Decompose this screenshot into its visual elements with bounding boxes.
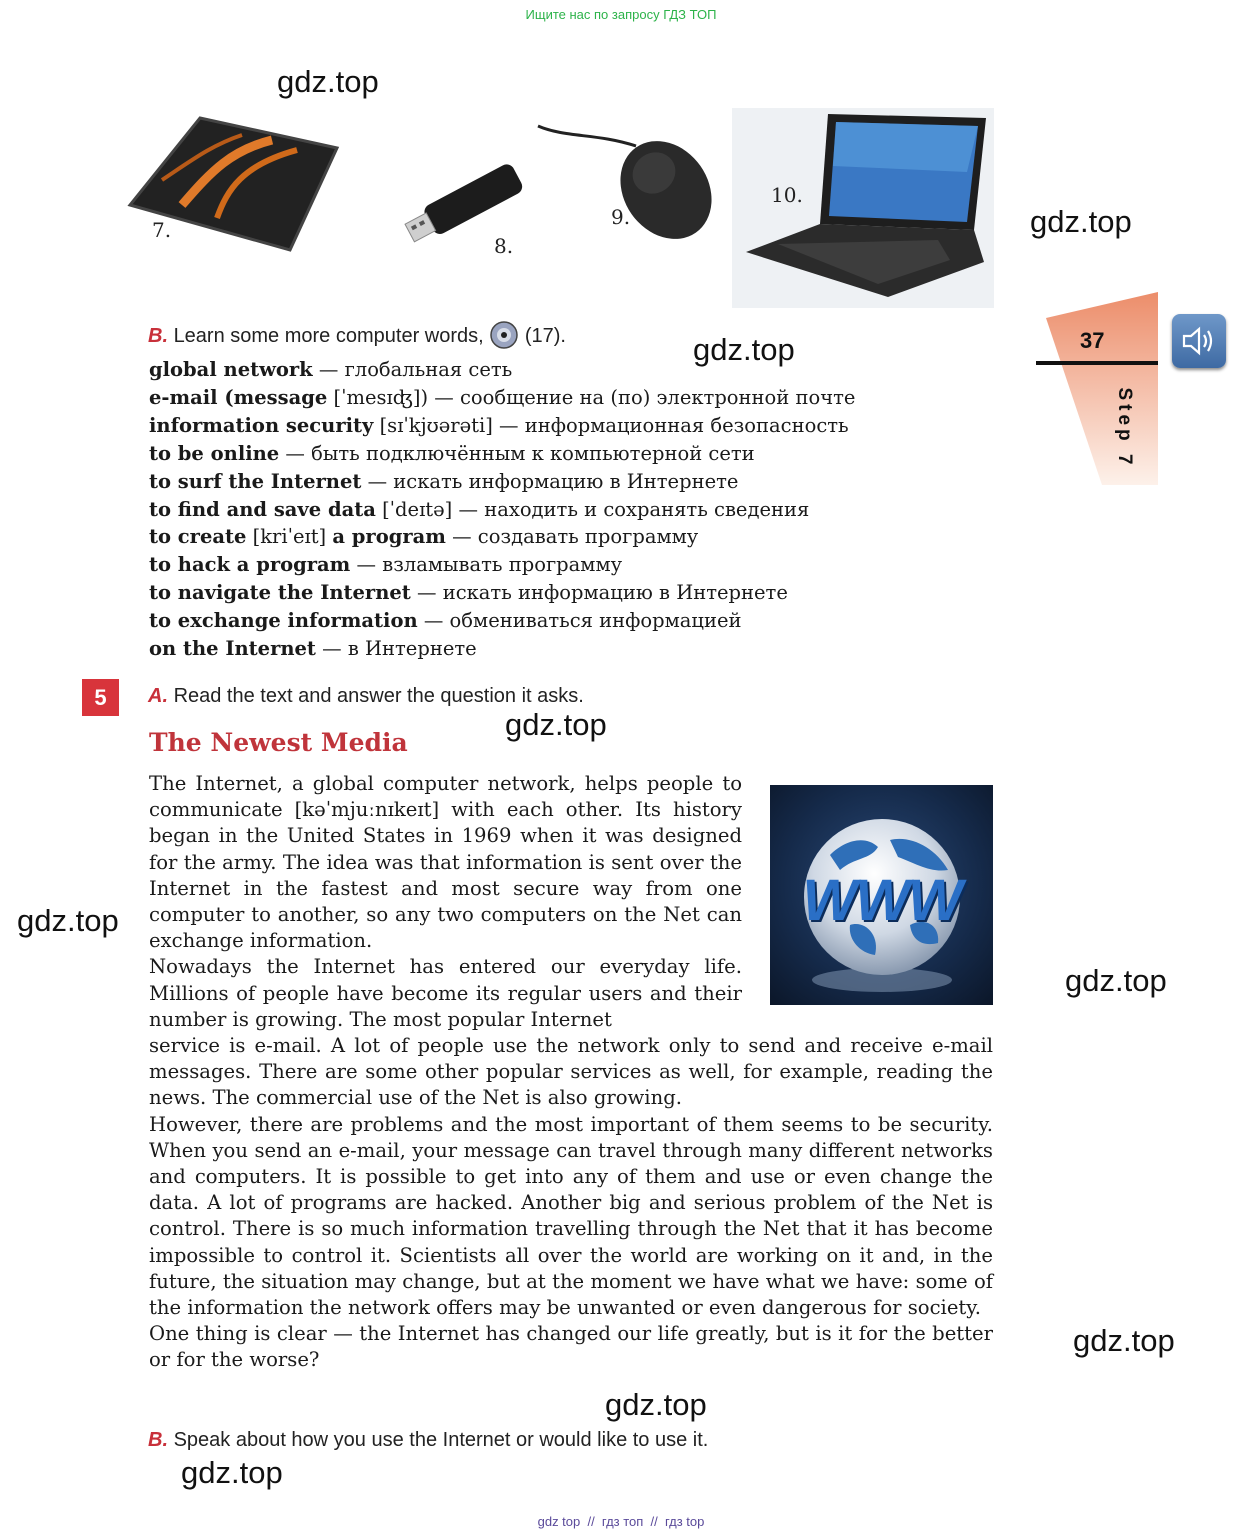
vocab-item: information security [sɪˈkjʊərəti] — информационная безопасность xyxy=(149,413,849,437)
figure-number-9: 9. xyxy=(611,205,631,229)
task-letter: A. xyxy=(148,685,168,707)
task-letter: B. xyxy=(148,1429,168,1451)
vocab-item: to navigate the Internet — искать информацию в Интернете xyxy=(149,581,788,605)
vocab-item: global network — глобальная сеть xyxy=(149,358,513,381)
task-text: Read the text and answer the question it asks. xyxy=(173,685,584,707)
header-search-note: Ищите нас по запросу ГДЗ ТОП xyxy=(525,7,717,22)
step-label: Step 7 xyxy=(1114,387,1135,469)
vocab-item: e-mail (message [ˈmesɪʤ]) — сообщение на (по) электронной почте xyxy=(149,385,856,409)
watermark: gdz.top xyxy=(1073,1323,1175,1358)
task-letter: B. xyxy=(148,325,168,347)
vocab-item: to be online — быть подключённым к компьютерной сети xyxy=(149,441,755,465)
speaker-icon xyxy=(1172,314,1226,368)
vocab-item: to surf the Internet — искать информацию в Интернете xyxy=(149,469,739,493)
watermark: gdz.top xyxy=(1065,963,1167,998)
vocab-item: to hack a program — взламывать программу xyxy=(149,553,623,577)
vocab-item: to exchange information — обмениваться информацией xyxy=(149,609,742,633)
paragraph: service is e-mail. A lot of people use the network only to send and receive e-mail messages. There are some other popular services as well, for example, reading the news. The commercial use of the Net is also growing. xyxy=(149,1034,993,1110)
task-b-speak xyxy=(148,1429,708,1452)
footer-links[interactable]: gdz top // гдз топ // гдз top xyxy=(537,1514,705,1529)
audio-track-number: (17). xyxy=(524,325,566,347)
audio-play-button[interactable] xyxy=(1172,314,1226,368)
globe-www-label: WWW xyxy=(802,868,961,933)
watermark: gdz.top xyxy=(17,903,119,938)
figure-number-8: 8. xyxy=(494,234,514,258)
vocab-item: on the Internet — в Интернете xyxy=(149,637,477,661)
audio-cd-icon xyxy=(489,320,519,350)
vocabulary-list xyxy=(149,356,909,663)
vocab-item: to create [kriˈeɪt] a program — создавать программу xyxy=(149,525,699,549)
page-step-tab xyxy=(1036,290,1160,490)
task-b-learn-words xyxy=(148,320,566,350)
laptop-image xyxy=(738,112,988,302)
paragraph: Nowadays the Internet has entered our everyday life. Millions of people have become its regular users and their number is growing. The most popular Internet xyxy=(149,955,742,1031)
task-text: Learn some more computer words, xyxy=(173,325,484,347)
text-column-lower xyxy=(149,1033,993,1374)
text-column-upper xyxy=(149,771,742,1033)
www-globe-image xyxy=(770,785,993,1005)
watermark: gdz.top xyxy=(1030,204,1132,239)
watermark: gdz.top xyxy=(605,1387,707,1422)
paragraph: However, there are problems and the most important of them seems to be security. When you send an e-mail, your message can travel through many different networks and computers. It is possible to get into any of them and use or even change the data. A lot of programs are hacked. Another big and serious problem of the Net is control. There is so much information travelling through the Net that it has become impossible to control it. Scientists all over the world are working on it and, in the future, the situation may change, but at the moment we have what we have: some of the information the network offers may be unwanted or even dangerous for society. xyxy=(149,1112,993,1320)
vocab-item: to find and save data [ˈdeɪtə] — находить и сохранять сведения xyxy=(149,497,810,521)
task-text: Speak about how you use the Internet or would like to use it. xyxy=(173,1429,709,1451)
watermark: gdz.top xyxy=(693,332,795,367)
paragraph: One thing is clear — the Internet has changed our life greatly, but is it for the better or for the worse? xyxy=(149,1322,993,1372)
watermark: gdz.top xyxy=(181,1455,283,1490)
task-a-read-text xyxy=(148,685,584,708)
paragraph: The Internet, a global computer network, helps people to communicate [kəˈmjuːnɪkeɪt] with each other. Its history began in the United States in 1969 when it was designed for the army. The idea was that information is sent over the Internet in the fastest and most secure way from one computer to another, so any two computers on the Net can exchange information. xyxy=(149,772,742,953)
figure-number-10: 10. xyxy=(771,183,803,207)
page-number: 37 xyxy=(1080,328,1105,353)
text-title: The Newest Media xyxy=(149,728,408,757)
figure-number-7: 7. xyxy=(152,218,172,242)
watermark: gdz.top xyxy=(505,707,607,742)
watermark: gdz.top xyxy=(277,64,379,99)
exercise-number-badge: 5 xyxy=(82,679,119,716)
